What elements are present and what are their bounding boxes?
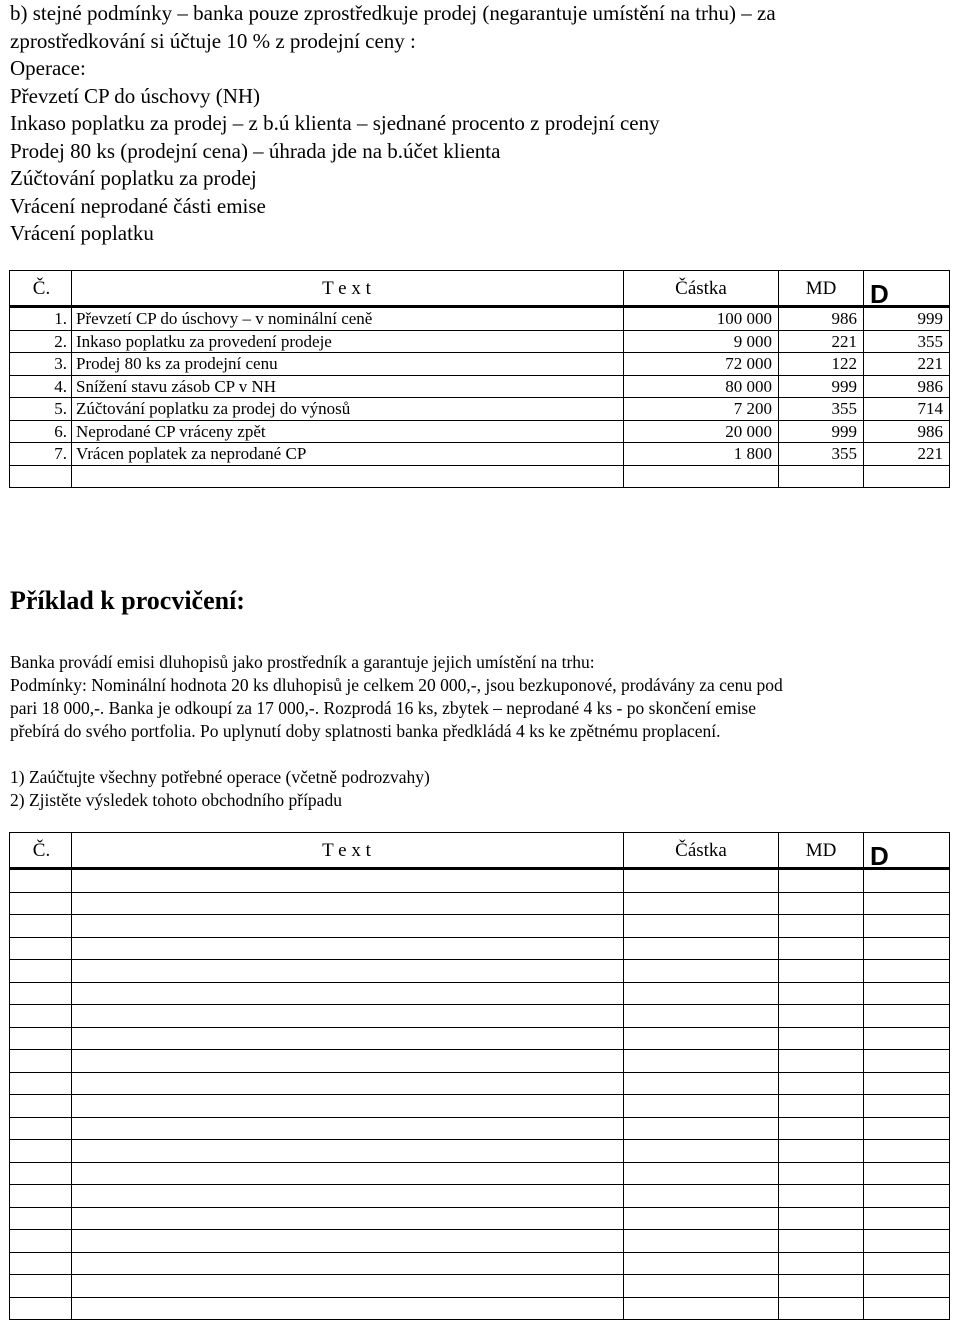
row-cell bbox=[624, 1117, 779, 1140]
row-cell bbox=[864, 1095, 950, 1118]
header-no: Č. bbox=[10, 271, 72, 307]
row-no: 2. bbox=[10, 330, 72, 353]
task-item: 2) Zjistěte výsledek tohoto obchodního případu bbox=[10, 790, 342, 810]
row-cell bbox=[624, 1005, 779, 1028]
row-cell bbox=[864, 915, 950, 938]
row-d: 221 bbox=[864, 353, 950, 376]
table-row-empty bbox=[10, 937, 950, 960]
row-cell bbox=[779, 915, 864, 938]
table-row bbox=[10, 353, 950, 376]
table-row-empty bbox=[10, 869, 950, 893]
row-text: Neprodané CP vráceny zpět bbox=[72, 420, 624, 443]
row-cell bbox=[10, 937, 72, 960]
row-cell bbox=[864, 1005, 950, 1028]
row-no: 4. bbox=[10, 375, 72, 398]
table-row-empty bbox=[10, 1140, 950, 1163]
row-d: 355 bbox=[864, 330, 950, 353]
table-row-empty bbox=[10, 1252, 950, 1275]
row-text: Vrácen poplatek za neprodané CP bbox=[72, 443, 624, 466]
exercise-text bbox=[10, 651, 950, 743]
row-cell bbox=[72, 1117, 624, 1140]
intro-line: Zúčtování poplatku za prodej bbox=[10, 166, 257, 190]
intro-line: Operace: bbox=[10, 56, 86, 80]
row-no: 1. bbox=[10, 307, 72, 331]
row-cell bbox=[864, 1207, 950, 1230]
row-cell bbox=[624, 982, 779, 1005]
intro-line: Převzetí CP do úschovy (NH) bbox=[10, 83, 261, 108]
row-no bbox=[10, 465, 72, 488]
row-cell bbox=[624, 1185, 779, 1208]
accounting-table-2 bbox=[9, 832, 950, 1320]
row-cell bbox=[72, 960, 624, 983]
row-cell bbox=[624, 1095, 779, 1118]
intro-line: Prodej 80 ks (prodejní cena) – úhrada jde na b.účet klienta bbox=[10, 138, 501, 163]
exercise-line: přebírá do svého portfolia. Po uplynutí doby splatnosti banka předkládá 4 ks ke zpětnému proplacení. bbox=[10, 721, 721, 741]
row-cell bbox=[864, 1252, 950, 1275]
row-cell bbox=[10, 960, 72, 983]
header-d: D bbox=[864, 271, 950, 307]
row-cell bbox=[624, 892, 779, 915]
row-md: 999 bbox=[779, 420, 864, 443]
row-amount: 80 000 bbox=[624, 375, 779, 398]
table-row bbox=[10, 307, 950, 331]
row-cell bbox=[779, 1027, 864, 1050]
row-cell bbox=[864, 1162, 950, 1185]
row-cell bbox=[779, 1207, 864, 1230]
row-cell bbox=[624, 915, 779, 938]
row-cell bbox=[624, 960, 779, 983]
row-cell bbox=[72, 1185, 624, 1208]
row-cell bbox=[864, 1050, 950, 1073]
row-md: 999 bbox=[779, 375, 864, 398]
row-d bbox=[864, 465, 950, 488]
table-header-row bbox=[10, 833, 950, 869]
header-no: Č. bbox=[10, 833, 72, 869]
header-amount: Částka bbox=[624, 271, 779, 307]
row-cell bbox=[779, 982, 864, 1005]
row-amount: 7 200 bbox=[624, 398, 779, 421]
row-cell bbox=[72, 1207, 624, 1230]
row-cell bbox=[864, 982, 950, 1005]
row-cell bbox=[779, 1095, 864, 1118]
row-cell bbox=[864, 1275, 950, 1298]
row-cell bbox=[624, 1230, 779, 1253]
header-md: MD bbox=[779, 833, 864, 869]
row-cell bbox=[10, 1140, 72, 1163]
row-d: 986 bbox=[864, 375, 950, 398]
row-cell bbox=[72, 1095, 624, 1118]
table-row-empty bbox=[10, 1185, 950, 1208]
row-cell bbox=[72, 1162, 624, 1185]
table-row-empty bbox=[10, 1297, 950, 1320]
header-text: T e x t bbox=[72, 833, 624, 869]
row-cell bbox=[10, 1027, 72, 1050]
row-cell bbox=[779, 1072, 864, 1095]
row-text: Inkaso poplatku za provedení prodeje bbox=[72, 330, 624, 353]
row-cell bbox=[779, 1185, 864, 1208]
row-md: 221 bbox=[779, 330, 864, 353]
row-cell bbox=[779, 1162, 864, 1185]
row-cell bbox=[72, 1027, 624, 1050]
row-cell bbox=[10, 1275, 72, 1298]
table-row-empty bbox=[10, 915, 950, 938]
table-row-empty bbox=[10, 1162, 950, 1185]
row-cell bbox=[10, 1252, 72, 1275]
row-cell bbox=[779, 1297, 864, 1320]
row-cell bbox=[72, 1140, 624, 1163]
row-no: 6. bbox=[10, 420, 72, 443]
header-md: MD bbox=[779, 271, 864, 307]
row-md: 122 bbox=[779, 353, 864, 376]
row-cell bbox=[72, 982, 624, 1005]
row-cell bbox=[72, 1275, 624, 1298]
row-cell bbox=[72, 937, 624, 960]
table-header-row bbox=[10, 271, 950, 307]
row-cell bbox=[779, 1050, 864, 1073]
row-cell bbox=[779, 869, 864, 893]
row-cell bbox=[10, 1050, 72, 1073]
row-cell bbox=[624, 1275, 779, 1298]
table-row-empty bbox=[10, 1117, 950, 1140]
table-row bbox=[10, 330, 950, 353]
row-cell bbox=[624, 1027, 779, 1050]
row-d: 714 bbox=[864, 398, 950, 421]
row-cell bbox=[10, 1072, 72, 1095]
row-cell bbox=[864, 937, 950, 960]
row-cell bbox=[864, 1230, 950, 1253]
intro-line: Vrácení poplatku bbox=[10, 221, 154, 245]
row-cell bbox=[779, 1230, 864, 1253]
row-cell bbox=[72, 869, 624, 893]
intro-text bbox=[10, 0, 950, 248]
row-cell bbox=[864, 1297, 950, 1320]
table-row bbox=[10, 420, 950, 443]
row-cell bbox=[779, 1140, 864, 1163]
exercise-line: pari 18 000,-. Banka je odkoupí za 17 000,-. Rozprodá 16 ks, zbytek – neprodané 4 ks - po skončení emise bbox=[10, 698, 757, 718]
header-d: D bbox=[864, 833, 950, 869]
row-no: 3. bbox=[10, 353, 72, 376]
table-row bbox=[10, 443, 950, 466]
row-no: 7. bbox=[10, 443, 72, 466]
row-md: 355 bbox=[779, 443, 864, 466]
row-text: Prodej 80 ks za prodejní cenu bbox=[72, 353, 624, 376]
row-cell bbox=[779, 1252, 864, 1275]
row-cell bbox=[72, 1072, 624, 1095]
row-amount: 100 000 bbox=[624, 307, 779, 331]
row-amount: 20 000 bbox=[624, 420, 779, 443]
row-cell bbox=[779, 1275, 864, 1298]
row-cell bbox=[10, 1005, 72, 1028]
table-row-empty bbox=[10, 1275, 950, 1298]
row-cell bbox=[10, 982, 72, 1005]
table-row bbox=[10, 375, 950, 398]
row-cell bbox=[10, 1117, 72, 1140]
row-cell bbox=[10, 869, 72, 893]
row-cell bbox=[72, 1005, 624, 1028]
row-cell bbox=[779, 960, 864, 983]
row-no: 5. bbox=[10, 398, 72, 421]
exercise-title: Příklad k procvičení: bbox=[10, 586, 245, 615]
row-cell bbox=[864, 869, 950, 893]
row-md: 355 bbox=[779, 398, 864, 421]
row-cell bbox=[624, 1162, 779, 1185]
table-row-empty bbox=[10, 1072, 950, 1095]
row-cell bbox=[779, 1117, 864, 1140]
intro-line: zprostředkování si účtuje 10 % z prodejní ceny : bbox=[10, 28, 416, 53]
row-d: 221 bbox=[864, 443, 950, 466]
row-cell bbox=[624, 1140, 779, 1163]
row-cell bbox=[10, 892, 72, 915]
row-cell bbox=[624, 869, 779, 893]
row-cell bbox=[864, 892, 950, 915]
intro-line: Vrácení neprodané části emise bbox=[10, 193, 266, 218]
row-cell bbox=[864, 1027, 950, 1050]
row-amount: 72 000 bbox=[624, 353, 779, 376]
row-cell bbox=[779, 892, 864, 915]
row-cell bbox=[624, 937, 779, 960]
table-row-empty bbox=[10, 1005, 950, 1028]
row-cell bbox=[624, 1252, 779, 1275]
table-row-empty bbox=[10, 465, 950, 488]
row-cell bbox=[779, 1005, 864, 1028]
row-cell bbox=[624, 1207, 779, 1230]
row-md bbox=[779, 465, 864, 488]
row-cell bbox=[864, 960, 950, 983]
row-cell bbox=[864, 1117, 950, 1140]
table-row-empty bbox=[10, 1050, 950, 1073]
exercise-line: Banka provádí emisi dluhopisů jako prostředník a garantuje jejich umístění na trhu: bbox=[10, 652, 595, 672]
row-cell bbox=[864, 1140, 950, 1163]
row-cell bbox=[72, 1230, 624, 1253]
row-d: 986 bbox=[864, 420, 950, 443]
row-text: Zúčtování poplatku za prodej do výnosů bbox=[72, 398, 624, 421]
row-amount: 1 800 bbox=[624, 443, 779, 466]
exercise-line: Podmínky: Nominální hodnota 20 ks dluhopisů je celkem 20 000,-, jsou bezkuponové, prodávány za cenu pod bbox=[10, 675, 783, 695]
intro-line: Inkaso poplatku za prodej – z b.ú klienta – sjednané procento z prodejní ceny bbox=[10, 111, 660, 135]
table-row-empty bbox=[10, 1027, 950, 1050]
row-cell bbox=[10, 1230, 72, 1253]
header-text: T e x t bbox=[72, 271, 624, 307]
row-cell bbox=[10, 1207, 72, 1230]
row-md: 986 bbox=[779, 307, 864, 331]
row-cell bbox=[864, 1072, 950, 1095]
row-cell bbox=[624, 1072, 779, 1095]
row-cell bbox=[624, 1297, 779, 1320]
table-row-empty bbox=[10, 982, 950, 1005]
table-row bbox=[10, 398, 950, 421]
table-row-empty bbox=[10, 1095, 950, 1118]
row-cell bbox=[624, 1050, 779, 1073]
exercise-tasks bbox=[10, 766, 430, 812]
header-amount: Částka bbox=[624, 833, 779, 869]
row-text: Snížení stavu zásob CP v NH bbox=[72, 375, 624, 398]
row-cell bbox=[72, 1252, 624, 1275]
row-d: 999 bbox=[864, 307, 950, 331]
task-item: 1) Zaúčtujte všechny potřebné operace (včetně podrozvahy) bbox=[10, 767, 430, 787]
row-cell bbox=[10, 1095, 72, 1118]
row-cell bbox=[10, 915, 72, 938]
row-cell bbox=[10, 1297, 72, 1320]
row-cell bbox=[72, 1050, 624, 1073]
row-amount: 9 000 bbox=[624, 330, 779, 353]
table-row-empty bbox=[10, 1230, 950, 1253]
row-text: Převzetí CP do úschovy – v nominální ceně bbox=[72, 307, 624, 331]
row-text bbox=[72, 465, 624, 488]
row-cell bbox=[72, 1297, 624, 1320]
intro-line: b) stejné podmínky – banka pouze zprostředkuje prodej (negarantuje umístění na trhu) – za bbox=[10, 1, 776, 25]
row-cell bbox=[72, 892, 624, 915]
table-row-empty bbox=[10, 892, 950, 915]
row-cell bbox=[10, 1162, 72, 1185]
row-cell bbox=[864, 1185, 950, 1208]
row-amount bbox=[624, 465, 779, 488]
table-row-empty bbox=[10, 960, 950, 983]
accounting-table-1 bbox=[9, 270, 950, 488]
row-cell bbox=[10, 1185, 72, 1208]
row-cell bbox=[779, 937, 864, 960]
table-row-empty bbox=[10, 1207, 950, 1230]
row-cell bbox=[72, 915, 624, 938]
